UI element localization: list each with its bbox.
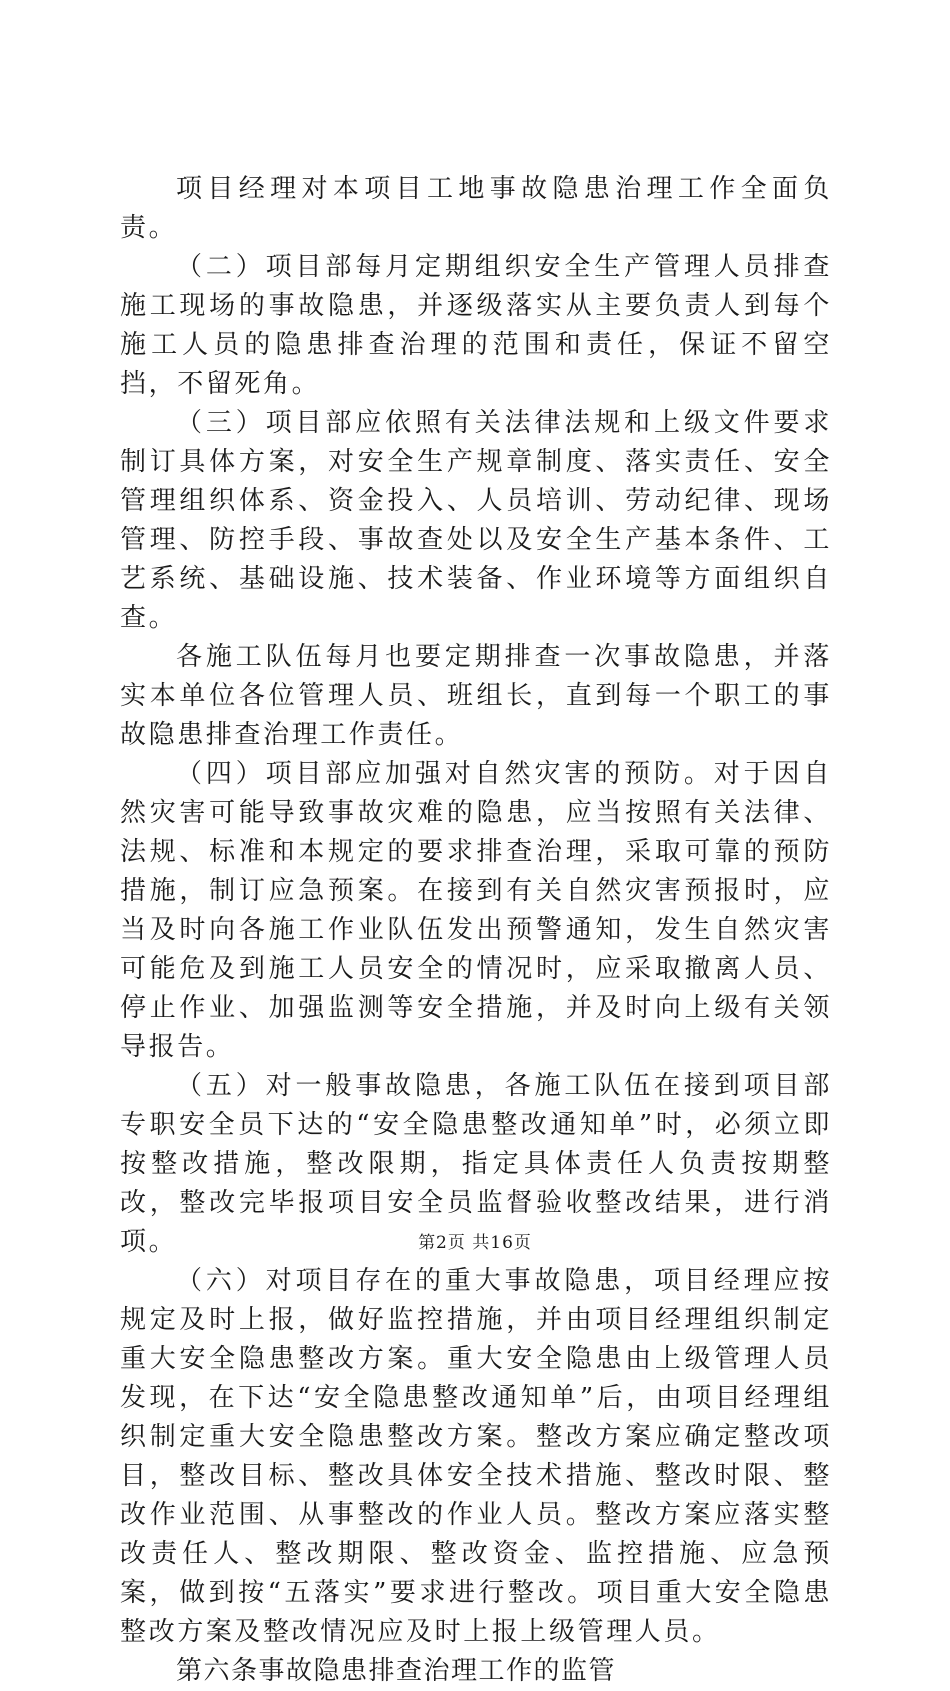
section-heading: 第六条事故隐患排查治理工作的监管 xyxy=(176,1656,617,1686)
paragraph-item-6: （六）对项目存在的重大事故隐患，项目经理应按规定及时上报，做好监控措施，并由项目经理组织制定重大安全隐患整改方案。重大安全隐患由上级管理人员发现，在下达“安全隐患整改通知单”后，由项目经理组织制定重大安全隐患整改方案。整改方案应确定整改项目，整改目标、整改具体安全技术措施、整改时限、整改作业范围、从事整改的作业人员。整改方案应落实整改责任人、整改期限、整改资金、监控措施、应急预案，做到按“五落实”要求进行整改。项目重大安全隐患整改方案及整改情况应及时上报上级管理人员。 xyxy=(120,1266,832,1647)
paragraph-construction-teams: 各施工队伍每月也要定期排查一次事故隐患，并落实本单位各位管理人员、班组长，直到每一个职工的事故隐患排查治理工作责任。 xyxy=(120,642,832,750)
paragraph-item-5: （五）对一般事故隐患，各施工队伍在接到项目部专职安全员下达的“安全隐患整改通知单”时，必须立即按整改措施，整改限期，指定具体责任人负责按期整改，整改完毕报项目安全员监督验收整改结果，进行消项。 xyxy=(120,1071,832,1257)
paragraph-project-manager-responsibility: 项目经理对本项目工地事故隐患治理工作全面负责。 xyxy=(120,174,832,243)
paragraph-item-3: （三）项目部应依照有关法律法规和上级文件要求制订具体方案，对安全生产规章制度、落实责任、安全管理组织体系、资金投入、人员培训、劳动纪律、现场管理、防控手段、事故查处以及安全生产基本条件、工艺系统、基础设施、技术装备、作业环境等方面组织自查。 xyxy=(120,408,832,633)
document-body xyxy=(120,170,832,1691)
page-number-footer: 第2页 共16页 xyxy=(418,1233,532,1253)
paragraph-item-2: （二）项目部每月定期组织安全生产管理人员排查施工现场的事故隐患，并逐级落实从主要负责人到每个施工人员的隐患排查治理的范围和责任，保证不留空挡，不留死角。 xyxy=(120,252,832,399)
paragraph-item-4: （四）项目部应加强对自然灾害的预防。对于因自然灾害可能导致事故灾难的隐患，应当按照有关法律、法规、标准和本规定的要求排查治理，采取可靠的预防措施，制订应急预案。在接到有关自然灾害预报时，应当及时向各施工作业队伍发出预警通知，发生自然灾害可能危及到施工人员安全的情况时，应采取撤离人员、停止作业、加强监测等安全措施，并及时向上级有关领导报告。 xyxy=(120,759,832,1062)
